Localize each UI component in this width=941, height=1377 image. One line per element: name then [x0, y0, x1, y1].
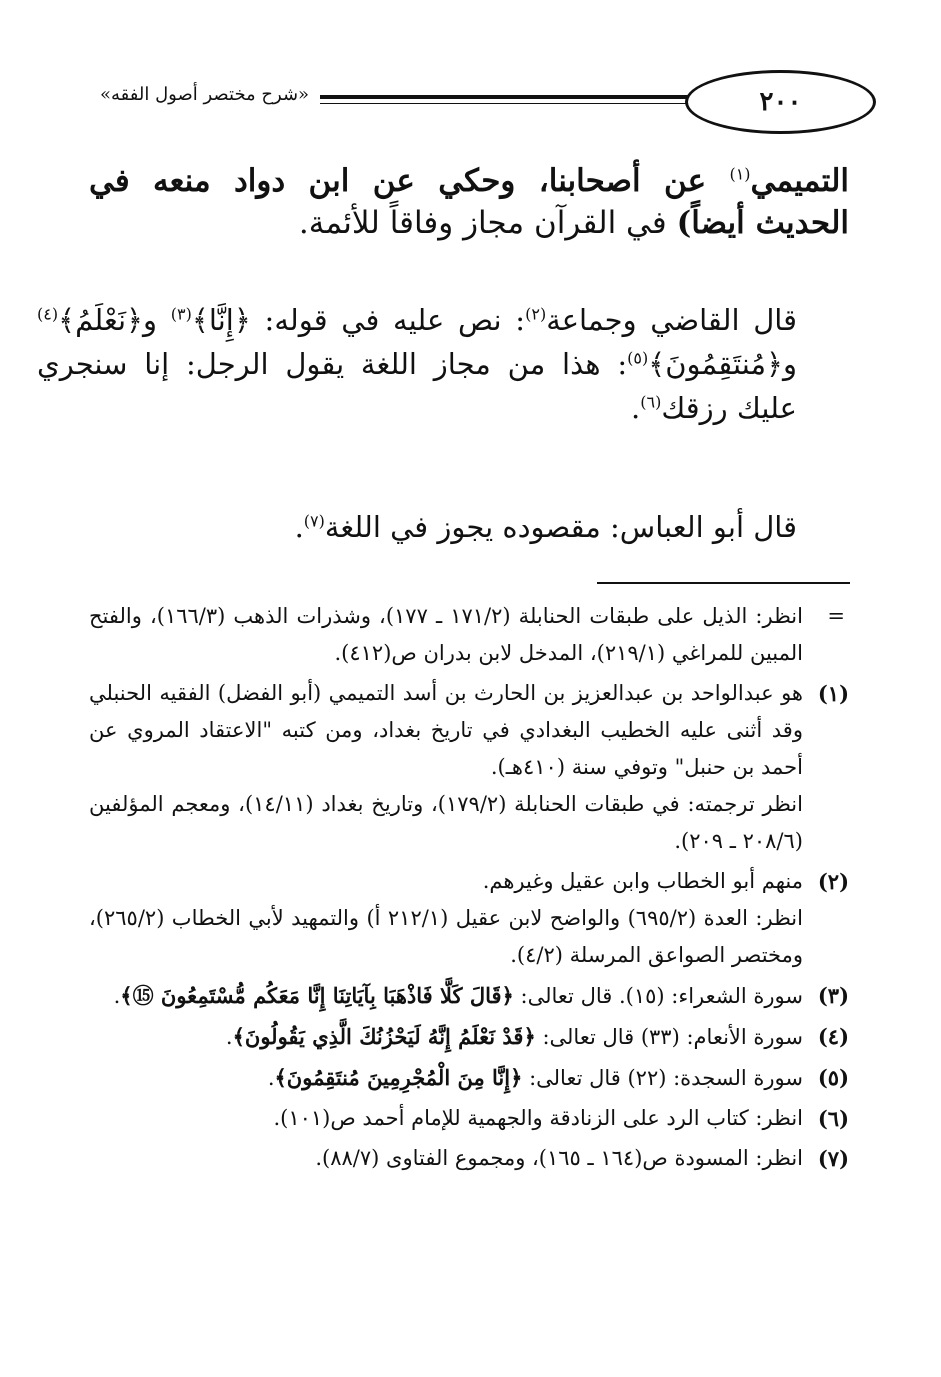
footnote-ref-1: (١) [729, 164, 751, 184]
footnote-text: انظر: العدة (٦٩٥/٢) والواضح لابن عقيل (٢١٢/١ أ) والتمهيد لأبي الخطاب (٢٦٥/٢)، ومختصر الصواعق المرسلة (٤/٢). [89, 906, 803, 967]
footnote-text-part: سورة السجدة: (٢٢) قال تعالى: [522, 1066, 803, 1090]
p2-text-e: : هذا من مجاز اللغة يقول الرجل: إنا سنجري عليك رزقك [37, 347, 797, 425]
footnote-ref-6: (٦) [640, 392, 662, 412]
footnote-number: (٣) [817, 983, 849, 1008]
footnote-number: (٥) [817, 1065, 849, 1090]
footnote-1 [89, 675, 849, 860]
quran-quote: ﴿قَدْ نَعْلَمُ إِنَّهُ لَيَحْزُنُكَ الَّذِي يَقُولُونَ﴾ [232, 1024, 536, 1049]
p2-text-b: : نص عليه في قوله: ﴿إِنَّا﴾ [191, 303, 526, 337]
main-paragraph-2 [37, 298, 849, 430]
page-number: ٢٠٠ [759, 87, 802, 117]
footnote-text: منهم أبو الخطاب وابن عقيل وغيرهم. [482, 869, 803, 893]
footnote-6 [89, 1100, 849, 1137]
footnote-text: انظر ترجمته: في طبقات الحنابلة (١٧٩/٢)، وتاريخ بغداد (١٤/١١)، ومعجم المؤلفين (٢٠٨/٦ ـ ٢٠٩). [89, 792, 803, 853]
footnotes [89, 598, 849, 1180]
footnote-text [89, 1059, 803, 1097]
p2-text-f: . [631, 391, 641, 425]
footnote-number: (٢) [817, 869, 849, 894]
footnote-number: (٤) [817, 1024, 849, 1049]
quran-quote: ﴿قَالَ كَلَّا فَاذْهَبَا بِآيَاتِنَا إِنَّا مَعَكُم مُّسْتَمِعُونَ ⑮﴾ [120, 983, 514, 1008]
footnote-text [89, 1018, 803, 1056]
footnote-2 [89, 863, 849, 974]
footnote-ref-3: (٣) [170, 304, 192, 324]
footnote-continued [89, 598, 849, 672]
footnote-separator [597, 582, 850, 584]
p3-text-b: . [294, 510, 304, 544]
footnote-4 [89, 1018, 849, 1056]
footnote-text: انظر: كتاب الرد على الزنادقة والجهمية للإمام أحمد ص(١٠١). [273, 1106, 803, 1130]
text-rest: في القرآن مجاز وفاقاً للأئمة. [298, 205, 677, 241]
p2-text-d: و﴿مُنتَقِمُونَ﴾ [648, 347, 797, 381]
footnote-ref-2: (٢) [525, 304, 547, 324]
main-paragraph-3 [37, 505, 849, 549]
page-header [100, 60, 850, 140]
footnote-end: . [267, 1066, 275, 1090]
footnote-text: انظر: الذيل على طبقات الحنابلة (١٧١/٢ ـ ١٧٧)، وشذرات الذهب (١٦٦/٣)، والفتح المبين للمراغي (٢١٩/١)، المدخل لابن بدران ص(٤١٢). [89, 604, 803, 665]
text-bold-2: عن أصحابنا، وحكي عن ابن دواد منعه في الحديث أيضاً) [89, 163, 849, 241]
footnote-5 [89, 1059, 849, 1097]
footnote-7 [89, 1140, 849, 1177]
continuation-mark: = [827, 604, 845, 628]
footnote-text-part: سورة الأنعام: (٣٣) قال تعالى: [535, 1025, 803, 1049]
footnote-number: (١) [817, 681, 849, 706]
footnote-text [89, 977, 803, 1015]
footnote-number: (٧) [817, 1146, 849, 1171]
footnote-text-part: سورة الشعراء: (١٥). قال تعالى: [513, 984, 803, 1008]
p3-text-a: قال أبو العباس: مقصوده يجوز في اللغة [324, 510, 797, 544]
footnote-3 [89, 977, 849, 1015]
footnote-number: (٦) [817, 1106, 849, 1131]
footnote-end: . [225, 1025, 233, 1049]
footnote-end: . [113, 984, 121, 1008]
p2-text-c: و﴿نَعْلَمُ﴾ [58, 303, 171, 337]
footnote-ref-4: (٤) [37, 304, 59, 324]
p2-text-a: قال القاضي وجماعة [546, 303, 797, 337]
text-bold-1: التميمي [750, 163, 849, 199]
footnote-ref-7: (٧) [303, 511, 325, 531]
footnote-text: انظر: المسودة ص(١٦٤ ـ ١٦٥)، ومجموع الفتاوى (٨٨/٧). [315, 1146, 803, 1170]
main-paragraph-1 [89, 160, 849, 244]
footnote-text: هو عبدالواحد بن عبدالعزيز بن الحارث بن أسد التميمي (أبو الفضل) الفقيه الحنبلي وقد أثنى عليه الخطيب البغدادي في تاريخ بغداد، ومن كتبه "الاعتقاد المروي عن أحمد بن حنبل" وتوفي سنة (٤١٠هـ). [89, 681, 803, 779]
page-number-oval [685, 70, 876, 134]
footnote-ref-5: (٥) [627, 348, 649, 368]
quran-quote: ﴿إِنَّا مِنَ الْمُجْرِمِينَ مُنتَقِمُونَ﴾ [274, 1065, 523, 1090]
book-title: «شرح مختصر أصول الفقه» [100, 84, 310, 105]
